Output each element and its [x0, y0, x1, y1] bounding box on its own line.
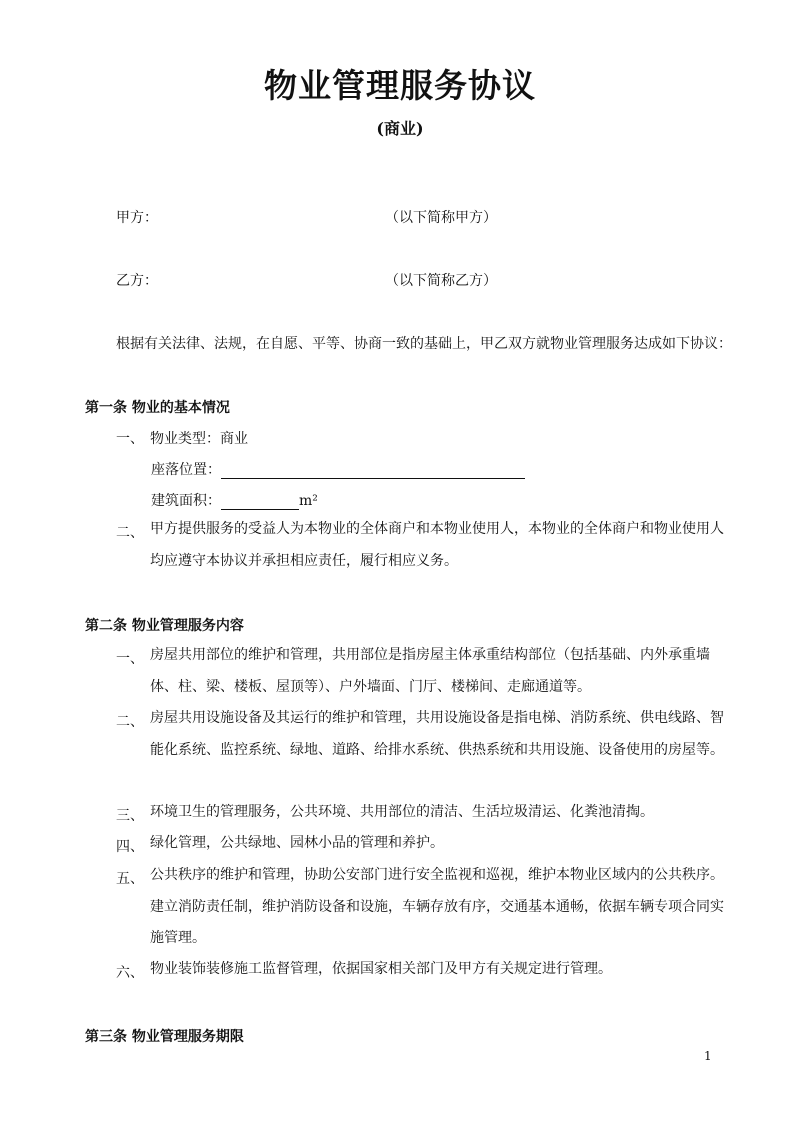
area-blank-line	[221, 495, 299, 510]
item-number: 二、	[116, 525, 144, 541]
location-label: 座落位置：	[151, 462, 221, 478]
article-3-heading: 第三条 物业管理服务期限	[85, 1029, 244, 1045]
party-a-label: 甲方：	[116, 210, 158, 226]
item-text: 房屋共用设施设备及其运行的维护和管理，共用设施设备是指电梯、消防系统、供电线路、智能化系统、监控系统、绿地、道路、给排水系统、供热系统和共用设施、设备使用的房屋等。	[150, 710, 724, 758]
item-number: 一、	[116, 431, 144, 447]
area-label: 建筑面积：	[151, 493, 221, 509]
party-b-note: （以下简称乙方）	[385, 273, 497, 289]
item-number: 六、	[116, 965, 144, 981]
article-2-heading: 第二条 物业管理服务内容	[85, 618, 244, 634]
location-row	[151, 459, 525, 479]
item-text: 物业装饰装修施工监督管理，依据国家相关部门及甲方有关规定进行管理。	[150, 961, 612, 977]
party-a-note: （以下简称甲方）	[385, 210, 497, 226]
item-number: 二、	[116, 714, 144, 730]
area-row	[151, 490, 318, 510]
area-unit: m²	[299, 493, 318, 509]
item-number: 四、	[116, 839, 144, 855]
item-number: 三、	[116, 808, 144, 824]
document-subtitle: (商业)	[376, 119, 424, 138]
party-b-label: 乙方：	[116, 273, 158, 289]
item-text: 公共秩序的维护和管理，协助公安部门进行安全监视和巡视，维护本物业区域内的公共秩序。建立消防责任制，维护消防设备和设施，车辆存放有序，交通基本通畅，依据车辆专项合同实施管理。	[150, 867, 724, 946]
preamble-text: 根据有关法律、法规，在自愿、平等、协商一致的基础上，甲乙双方就物业管理服务达成如下协议：	[116, 336, 732, 352]
item-number: 五、	[116, 871, 144, 887]
item-text: 房屋共用部位的维护和管理，共用部位是指房屋主体承重结构部位（包括基础、内外承重墙体、柱、梁、楼板、屋顶等）、户外墙面、门厅、楼梯间、走廊通道等。	[150, 647, 710, 695]
item-number: 一、	[116, 651, 144, 667]
item-text: 环境卫生的管理服务，公共环境、共用部位的清洁、生活垃圾清运、化粪池清掏。	[150, 804, 654, 820]
item-text: 甲方提供服务的受益人为本物业的全体商户和本物业使用人，本物业的全体商户和物业使用人均应遵守本协议并承担相应责任，履行相应义务。	[150, 521, 724, 569]
page-number: 1	[704, 1049, 712, 1063]
document-title: 物业管理服务协议	[264, 66, 536, 105]
article-1-heading: 第一条 物业的基本情况	[85, 400, 230, 416]
item-text: 物业类型：商业	[150, 431, 248, 447]
item-text: 绿化管理，公共绿地、园林小品的管理和养护。	[150, 835, 444, 851]
location-blank-line	[221, 464, 525, 479]
